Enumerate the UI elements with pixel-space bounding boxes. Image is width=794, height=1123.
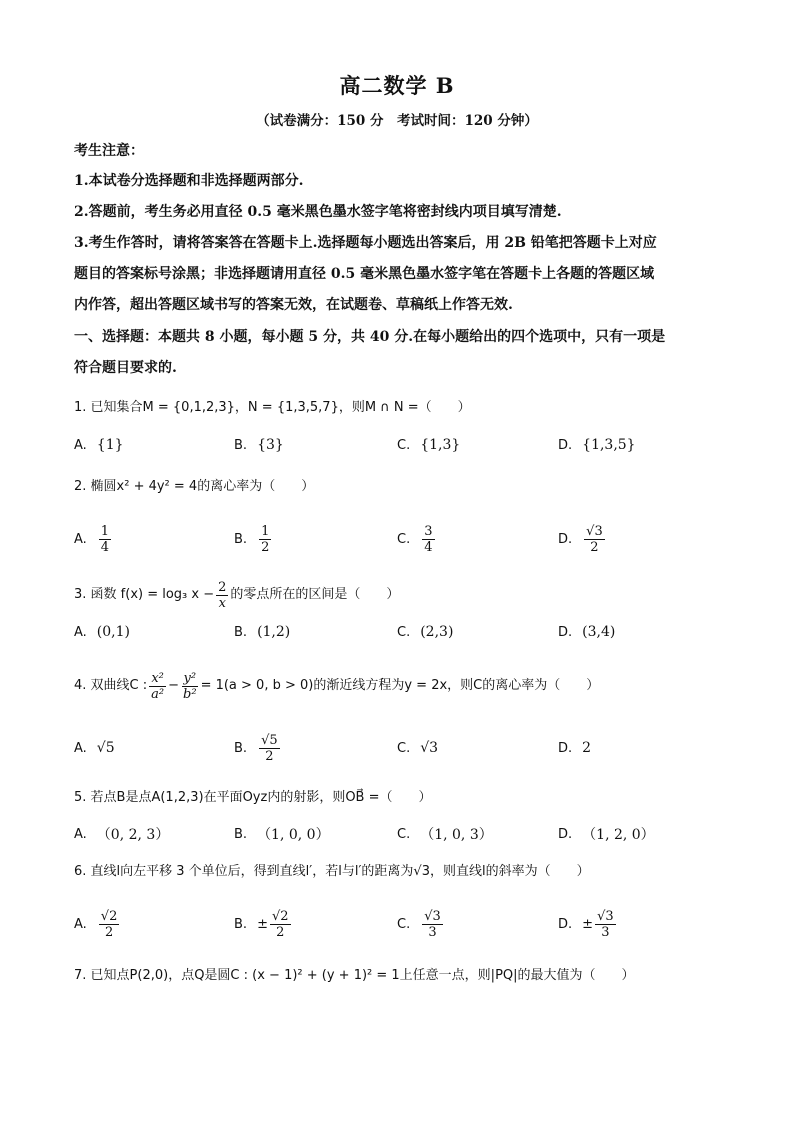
question-6-options [74,904,734,944]
option-d[interactable] [558,425,636,465]
question-1-options [74,425,734,465]
option-value: (3,4) [582,624,616,640]
numerator: x² [151,670,164,686]
option-value: {1,3} [420,437,461,453]
question-4-options [74,728,734,768]
option-label: A. [74,826,87,842]
option-fraction [595,909,616,940]
section-heading: 一、选择题：本题共 8 小题，每小题 5 分，共 40 分.在每小题给出的四个选项中，只有一项是 [74,329,666,345]
question-4-stem [74,668,734,704]
option-label: B. [234,826,248,842]
notice-item-3-cont-1: 题目的答案标号涂黑；非选择题请用直径 0.5 毫米黑色墨水签字笔在答题卡上各题的答题区域 [74,266,655,282]
option-value: （0, 2, 3） [96,827,170,843]
option-a[interactable] [74,728,115,768]
option-label: D. [558,916,573,932]
numerator: 3 [424,523,433,539]
denominator: 2 [261,539,270,555]
option-fraction [99,524,111,555]
option-value: √5 [96,740,115,756]
option-sign: ± [582,916,594,932]
option-label: D. [558,437,573,453]
numerator: √3 [424,908,441,924]
option-fraction [259,524,271,555]
stem-text: = 1(a > 0, b > 0)的渐近线方程为y = 2x，则C的离心率为（ ） [200,678,600,693]
option-d[interactable] [558,904,618,944]
question-2-stem: 2. 椭圆x² + 4y² = 4的离心率为（ ） [74,479,315,494]
option-label: D. [558,740,573,756]
option-fraction [422,524,434,555]
option-label: A. [74,531,87,547]
notice-heading: 考生注意： [74,143,144,159]
denominator: 2 [104,924,114,940]
option-label: C. [397,916,411,932]
option-value: （1, 0, 0） [257,827,330,843]
numerator: 1 [261,523,270,539]
option-d[interactable] [558,612,615,652]
denominator: a² [151,686,165,702]
option-fraction [422,909,443,940]
option-b[interactable] [234,425,284,465]
option-a[interactable] [74,904,121,944]
option-c[interactable] [397,425,460,465]
question-3-options [74,612,734,652]
denominator: 2 [265,748,274,764]
question-7-stem: 7. 已知点P(2,0)，点Q是圆C : (x − 1)² + (y + 1)² = 1上任意一点，则|PQ|的最大值为（ ） [74,968,635,983]
numerator: √3 [597,908,614,924]
option-label: B. [234,624,248,640]
question-2-options [74,519,734,559]
option-fraction [99,909,120,940]
question-3-stem [74,578,734,612]
minus-sign: − [168,678,180,693]
option-label: D. [558,624,573,640]
question-1-stem: 1. 已知集合M = {0,1,2,3}，N = {1,3,5,7}，则M ∩ N =（ ） [74,400,471,415]
stem-text: 4. 双曲线C : [74,678,148,693]
option-value: {1,3,5} [582,437,636,453]
option-b[interactable] [234,612,290,652]
option-value: {1} [96,437,124,453]
option-c[interactable] [397,728,438,768]
option-label: C. [397,437,411,453]
stem-fraction-y [181,671,199,702]
option-label: C. [397,740,411,756]
option-c[interactable] [397,814,493,854]
numerator: y² [183,670,197,686]
notice-item-3-cont-2: 内作答，超出答题区域书写的答案无效，在试题卷、草稿纸上作答无效. [74,297,513,313]
numerator: √5 [261,732,278,748]
option-a[interactable] [74,612,130,652]
question-6-stem: 6. 直线l向左平移 3 个单位后，得到直线l′，若l与l′的距离为√3，则直线l的斜率为（ ） [74,864,590,879]
exam-title: 高二数学 B [339,73,455,98]
option-label: D. [558,826,573,842]
notice-item-3: 3.考生作答时，请将答案答在答题卡上.选择题每小题选出答案后，用 2B 铅笔把答题卡上对应 [74,235,657,251]
numerator: √2 [100,908,118,924]
denominator: b² [183,686,197,702]
option-a[interactable] [74,814,169,854]
notice-item-1: 1.本试卷分选择题和非选择题两部分. [74,173,304,189]
numerator: √3 [586,523,603,539]
option-d[interactable] [558,519,607,559]
option-value: (1,2) [257,624,291,640]
option-c[interactable] [397,904,445,944]
option-label: B. [234,916,248,932]
question-5-stem: 5. 若点B是点A(1,2,3)在平面Oyz内的射影，则OB⃗ =（ ） [74,790,432,805]
option-d[interactable] [558,728,591,768]
option-label: B. [234,740,248,756]
option-label: C. [397,624,411,640]
option-sign: ± [257,916,268,932]
option-label: A. [74,437,87,453]
denominator: 2 [590,539,599,555]
question-5-options [74,814,734,854]
option-fraction [584,524,605,555]
numerator: 1 [100,523,110,539]
option-value: （1, 0, 3） [420,827,493,843]
option-b[interactable] [234,728,282,768]
option-d[interactable] [558,814,655,854]
denominator: 3 [428,924,437,940]
option-fraction [259,733,280,764]
stem-text: 的零点所在的区间是（ ） [230,587,400,602]
denominator: 4 [100,539,110,555]
denominator: x [218,595,226,611]
denominator: 2 [276,924,285,940]
option-value: {3} [257,437,284,453]
option-value: （1, 2, 0） [582,827,655,843]
numerator: √2 [271,908,289,924]
stem-fraction-x [149,671,166,702]
section-heading-cont: 符合题目要求的. [74,360,177,376]
stem-text: 3. 函数 f(x) = log₃ x − [74,587,215,602]
numerator: 2 [218,579,227,595]
option-label: D. [558,531,573,547]
denominator: 3 [601,924,610,940]
option-c[interactable] [397,519,437,559]
stem-fraction [216,580,228,611]
option-label: C. [397,826,411,842]
option-b[interactable] [234,519,273,559]
option-label: A. [74,916,87,932]
option-a[interactable] [74,519,113,559]
option-label: A. [74,624,87,640]
option-value: 2 [582,740,592,756]
option-b[interactable] [234,814,330,854]
option-label: B. [234,437,248,453]
exam-subtitle: （试卷满分：150 分 考试时间：120 分钟） [256,113,538,129]
option-value: √3 [420,740,439,756]
option-fraction [270,909,291,940]
option-value: (0,1) [96,624,130,640]
option-label: A. [74,740,87,756]
option-c[interactable] [397,612,453,652]
denominator: 4 [424,539,433,555]
option-label: C. [397,531,411,547]
option-value: (2,3) [420,624,454,640]
option-label: B. [234,531,248,547]
option-b[interactable] [234,904,293,944]
notice-item-2: 2.答题前，考生务必用直径 0.5 毫米黑色墨水签字笔将密封线内项目填写清楚. [74,204,562,220]
option-a[interactable] [74,425,124,465]
